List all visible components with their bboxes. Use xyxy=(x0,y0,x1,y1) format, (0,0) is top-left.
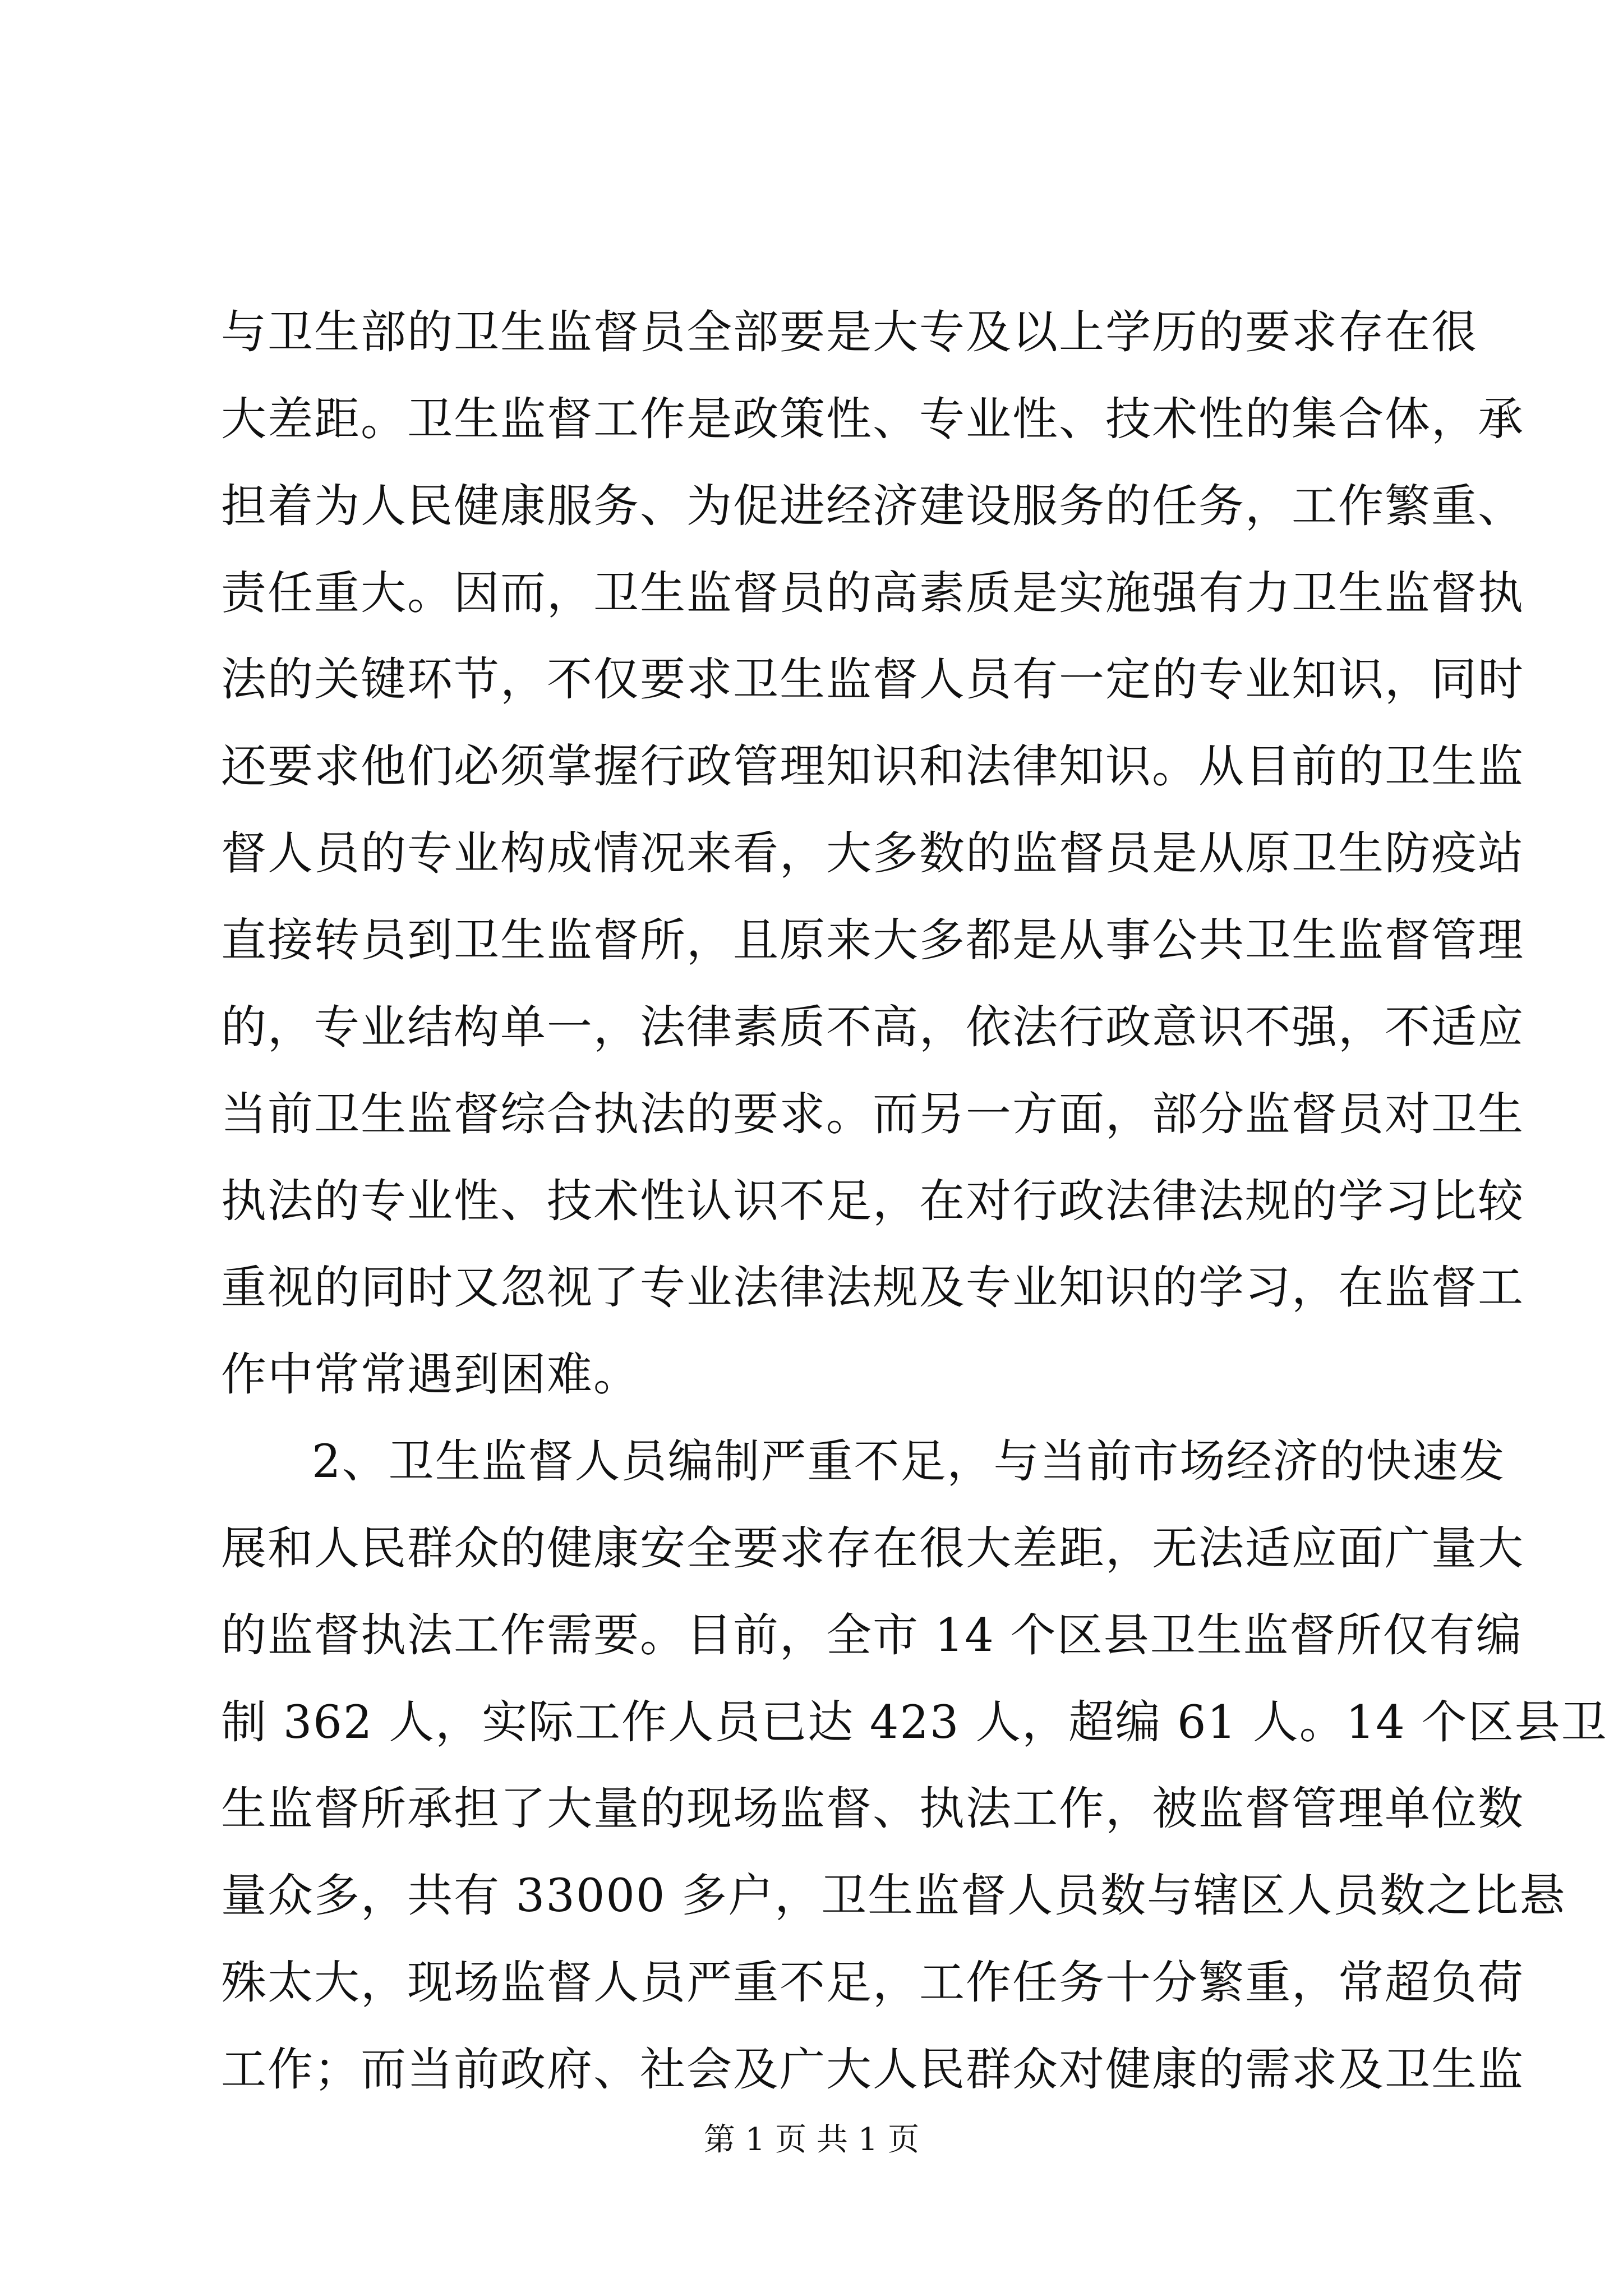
text-line: 殊太大，现场监督人员严重不足，工作任务十分繁重，常超负荷 xyxy=(221,1957,1525,2009)
text-line: 制 362 人，实际工作人员已达 423 人，超编 61 人。14 个区县卫 xyxy=(221,1696,1608,1749)
text-line: 量众多，共有 33000 多户，卫生监督人员数与辖区人员数之比悬 xyxy=(221,1870,1566,1922)
text-line: 展和人民群众的健康安全要求存在很大差距，无法适应面广量大 xyxy=(221,1522,1525,1575)
text-line: 工作；而当前政府、社会及广大人民群众对健康的需求及卫生监 xyxy=(221,2044,1525,2096)
page-number-footer: 第 1 页 共 1 页 xyxy=(703,2122,920,2158)
text-line: 大差距。卫生监督工作是政策性、专业性、技术性的集合体，承 xyxy=(221,393,1525,446)
text-line: 的监督执法工作需要。目前，全市 14 个区县卫生监督所仅有编 xyxy=(221,1609,1523,1662)
text-line: 与卫生部的卫生监督员全部要是大专及以上学历的要求存在很 xyxy=(221,306,1478,359)
text-line: 作中常常遇到困难。 xyxy=(221,1349,640,1401)
text-line: 责任重大。因而，卫生监督员的高素质是实施强有力卫生监督执 xyxy=(221,567,1525,620)
text-line: 生监督所承担了大量的现场监督、执法工作，被监督管理单位数 xyxy=(221,1783,1525,1835)
text-line: 担着为人民健康服务、为促进经济建设服务的任务，工作繁重、 xyxy=(221,480,1525,533)
text-line: 当前卫生监督综合执法的要求。而另一方面，部分监督员对卫生 xyxy=(221,1088,1525,1141)
text-line: 督人员的专业构成情况来看，大多数的监督员是从原卫生防疫站 xyxy=(221,827,1525,880)
text-line: 还要求他们必须掌握行政管理知识和法律知识。从目前的卫生监 xyxy=(221,740,1525,793)
text-line: 直接转员到卫生监督所，且原来大多都是从事公共卫生监督管理 xyxy=(221,914,1525,967)
text-line: 执法的专业性、技术性认识不足，在对行政法律法规的学习比较 xyxy=(221,1175,1525,1228)
text-line: 的，专业结构单一，法律素质不高，依法行政意识不强，不适应 xyxy=(221,1001,1525,1054)
text-line: 重视的同时又忽视了专业法律法规及专业知识的学习，在监督工 xyxy=(221,1262,1525,1314)
paragraph-first-line: 2、卫生监督人员编制严重不足，与当前市场经济的快速发 xyxy=(312,1435,1506,1488)
text-line: 法的关键环节，不仅要求卫生监督人员有一定的专业知识，同时 xyxy=(221,654,1525,706)
